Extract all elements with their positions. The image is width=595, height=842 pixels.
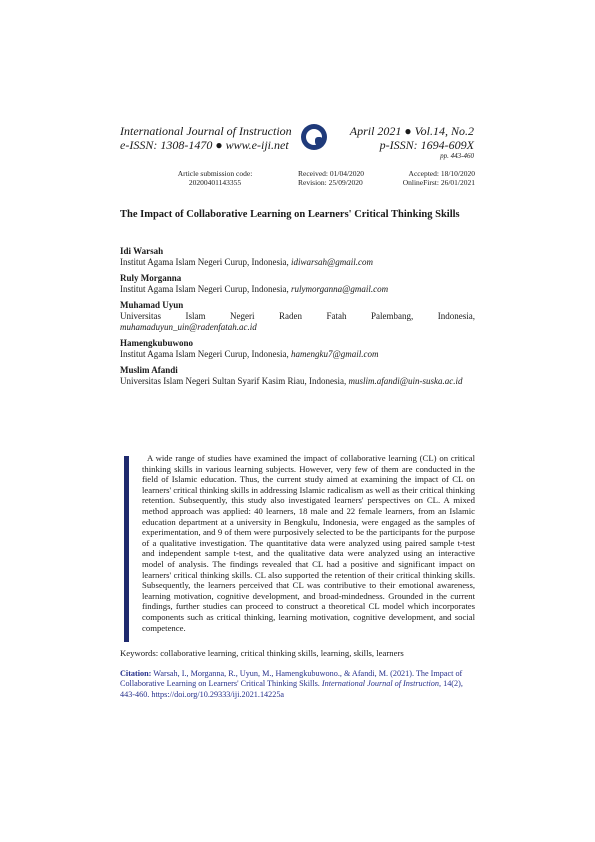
author-affiliation: Institut Agama Islam Negeri Curup, Indonesia, [120,349,289,359]
issue-line: April 2021 ● Vol.14, No.2 [349,124,474,138]
author-name: Muhamad Uyun [120,300,184,310]
journal-name: International Journal of Instruction [120,124,292,138]
author-entry [120,365,475,387]
author-affiliation: Institut Agama Islam Negeri Curup, Indonesia, [120,257,289,267]
eissn-line: e-ISSN: 1308-1470 ● www.e-iji.net [120,138,289,152]
citation-text: Warsah, I., Morganna, R., Uyun, M., Hamengkubuwono., & Afandi, M. (2021). The Impact of Collaborative Learning on Learners' Critical Thinking Skills. [120,669,463,689]
author-entry [120,338,475,360]
citation-block [120,669,475,700]
author-affiliation: Institut Agama Islam Negeri Curup, Indonesia, [120,284,289,294]
journal-header-left [120,124,292,152]
journal-header-right [350,124,474,152]
submission-code-value: 20200401143355 [188,178,242,187]
pissn-line: p-ISSN: 1694-609X [379,138,474,152]
citation-journal: International Journal of Instruction, [321,679,442,689]
abstract-text: A wide range of studies have examined the impact of collaborative learning (CL) on critical thinking skills in various learning subjects. However, very few of them are conducted in the field of Islamic education. Thus, the current study aimed at examining the impact of CL on learners' critical thinking skills in addressing Islamic radicalism as well as their critical thinking retention. Subsequently, this study also investigated learners' perspectives on CL. A mixed method approach was applied: 40 learners, 18 male and 22 female learners, from an Islamic education department at a university in Bengkulu, Indonesia, were engaged as the samples of experimentation, and 9 of them were purposively selected to be the participants for the purpose of a qualitative investigation. The quantitative data were analyzed using paired sample t-test and independent sample t-test, and the qualitative data were analyzed using an interactive model of analysis. The findings revealed that CL had a positive and significant impact on learners' critical thinking skills. CL also supported the retention of their critical thinking skills. Subsequently, the learners perceived that CL was contributive to their emotional awareness, learning motivation, cognitive development, and broad-mindedness. Grounded in the current findings, further studies can proceed to construct a theoretical CL model which incorporates components such as critical thinking, learning motivation, cognitive development, and social competence. [142,453,475,633]
citation-doi[interactable]: 14(2), 443-460. https://doi.org/10.29333/iji.2021.14225a [120,679,463,699]
author-name: Muslim Afandi [120,365,178,375]
accepted-dates [395,169,475,187]
author-email[interactable]: idiwarsah@gmail.com [290,257,374,267]
author-name: Ruly Morganna [120,273,182,283]
author-entry [120,300,475,333]
author-email[interactable]: hamengku7@gmail.com [290,349,379,359]
author-affiliation: Universitas Islam Negeri Sultan Syarif Kasim Riau, Indonesia, [120,376,347,386]
citation-label: Citation: [120,669,152,678]
author-email[interactable]: muhamaduyun_uin@radenfatah.ac.id [120,322,257,332]
submission-label: Article submission code: [177,169,253,178]
author-entry [120,273,475,295]
received-dates [298,169,378,187]
page-range: pp. 443-460 [440,152,474,160]
journal-emblem-icon [301,124,327,150]
revision-date: Revision: 25/09/2020 [298,178,363,187]
keywords-line: Keywords: collaborative learning, critical thinking skills, learning, skills, learners [120,648,404,658]
author-name: Idi Warsah [120,246,164,256]
author-email[interactable]: muslim.afandi@uin-suska.ac.id [348,376,463,386]
received-date: Received: 01/04/2020 [298,169,365,178]
author-entry [120,246,475,268]
abstract-accent-bar [124,456,129,642]
paper-title: The Impact of Collaborative Learning on Learners' Critical Thinking Skills [120,209,460,220]
author-list [120,246,475,392]
submission-code [160,169,270,187]
accepted-date: Accepted: 18/10/2020 [408,169,475,178]
author-email[interactable]: rulymorganna@gmail.com [290,284,389,294]
author-affiliation: Universitas Islam Negeri Raden Fatah Palembang, Indonesia, [120,311,475,321]
author-name: Hamengkubuwono [120,338,194,348]
online-first-date: OnlineFirst: 26/01/2021 [402,178,475,187]
